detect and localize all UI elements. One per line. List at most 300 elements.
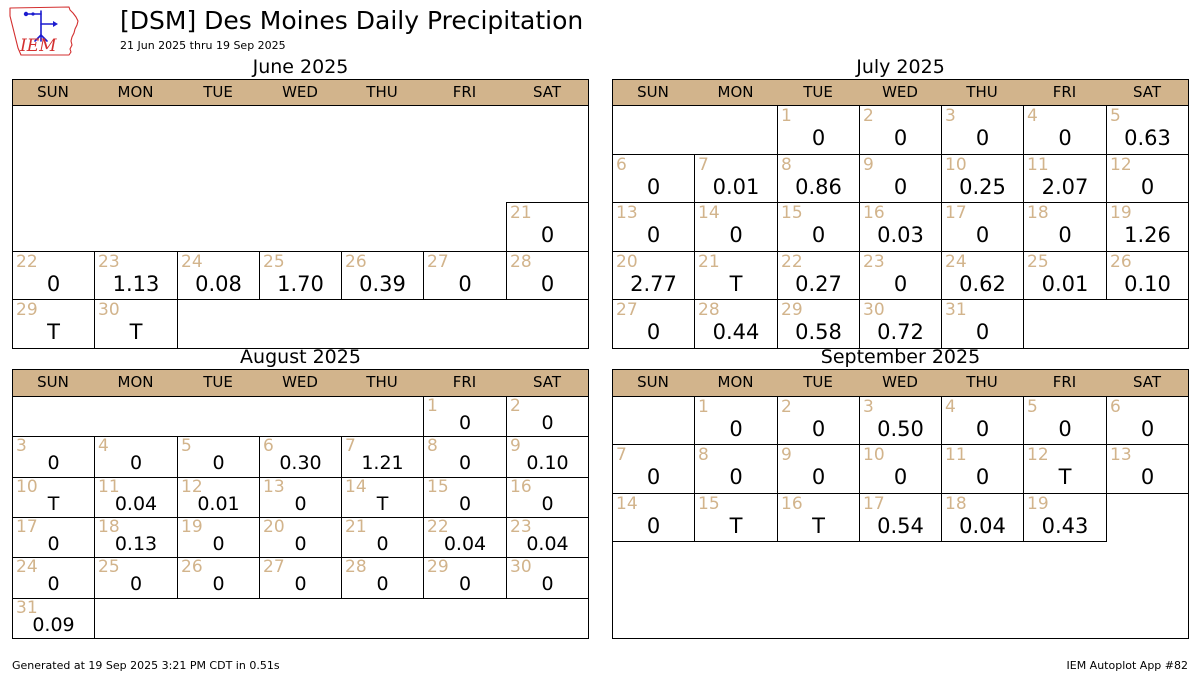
- day-number: 17: [16, 517, 38, 537]
- precip-value: T: [47, 493, 60, 515]
- day-cell: [777, 493, 860, 542]
- day-number: 6: [1110, 397, 1121, 417]
- day-cell: [259, 436, 342, 478]
- calendar-grid: [12, 105, 589, 349]
- day-cell: [341, 251, 424, 300]
- day-number: 13: [263, 477, 285, 497]
- precip-value: 0.43: [1041, 514, 1089, 538]
- precip-value: 2.77: [630, 272, 677, 296]
- day-number: 24: [16, 557, 38, 577]
- weekday-label: WED: [882, 83, 918, 101]
- precip-value: 0: [376, 533, 389, 555]
- day-cell: [859, 396, 942, 445]
- day-cell: [259, 517, 342, 558]
- precip-value: 0.01: [712, 175, 760, 199]
- day-number: 2: [863, 106, 874, 126]
- day-cell: [423, 436, 507, 478]
- precip-value: 0.01: [1041, 272, 1089, 296]
- weekday-label: SAT: [1132, 373, 1162, 391]
- day-number: 4: [1027, 106, 1038, 126]
- day-number: 30: [510, 557, 532, 577]
- day-number: 7: [616, 445, 627, 465]
- precip-value: 0: [129, 452, 143, 474]
- precip-value: 0.27: [795, 272, 842, 296]
- weekday-header-row: [612, 79, 1189, 106]
- day-cell: [177, 251, 260, 300]
- precip-value: 0.54: [877, 514, 924, 538]
- day-number: 24: [945, 252, 967, 272]
- precip-value: 0: [541, 412, 554, 434]
- precip-value: 0.39: [359, 272, 406, 296]
- day-number: 31: [945, 300, 967, 320]
- weekday-label: SUN: [37, 83, 69, 101]
- day-cell: [941, 299, 1024, 349]
- day-cell: [1023, 105, 1107, 155]
- precip-value: 0: [975, 126, 990, 150]
- day-number: 28: [510, 252, 532, 272]
- day-cell: [612, 251, 695, 300]
- day-cell: [423, 557, 507, 599]
- precip-value: 0.04: [526, 533, 569, 555]
- calendar-title: August 2025: [240, 346, 361, 368]
- day-number: 21: [698, 252, 720, 272]
- weekday-label: MON: [117, 83, 154, 101]
- day-number: 13: [616, 203, 638, 223]
- precip-value: 0: [646, 175, 661, 199]
- day-cell: [941, 493, 1024, 542]
- weekday-label: TUE: [803, 373, 833, 391]
- precip-value: 0.10: [526, 452, 569, 474]
- day-number: 25: [1027, 252, 1049, 272]
- day-cell: [694, 251, 778, 300]
- day-number: 5: [181, 436, 192, 456]
- day-number: 18: [98, 517, 120, 537]
- precip-value: 0.58: [795, 320, 842, 344]
- precip-value: 0.25: [959, 175, 1006, 199]
- weekday-label: MON: [717, 83, 754, 101]
- day-number: 12: [1027, 445, 1049, 465]
- weekday-label: FRI: [1052, 83, 1077, 101]
- day-number: 3: [863, 397, 874, 417]
- day-number: 26: [1110, 252, 1132, 272]
- day-number: 6: [263, 436, 274, 456]
- day-number: 23: [863, 252, 885, 272]
- precip-value: 0.09: [32, 614, 75, 636]
- date-range-subtitle: 21 Jun 2025 thru 19 Sep 2025: [120, 39, 286, 52]
- precip-value: 0: [47, 452, 60, 474]
- precip-value: 0: [811, 126, 826, 150]
- day-number: 18: [945, 494, 967, 514]
- precip-value: 0: [458, 573, 472, 595]
- app-credit: IEM Autoplot App #82: [1066, 659, 1188, 672]
- day-cell: [506, 202, 589, 252]
- precip-value: 1.70: [277, 272, 324, 296]
- day-cell: [1023, 444, 1107, 494]
- day-number: 17: [945, 203, 967, 223]
- day-cell: [259, 557, 342, 599]
- day-number: 16: [863, 203, 885, 223]
- calendar-title: September 2025: [820, 346, 981, 368]
- precip-value: 0: [811, 223, 826, 247]
- precip-value: 0.01: [197, 493, 240, 515]
- precip-value: 0: [646, 514, 661, 538]
- weekday-label: SAT: [532, 83, 562, 101]
- day-cell: [177, 557, 260, 599]
- day-number: 19: [1110, 203, 1132, 223]
- day-cell: [423, 517, 507, 558]
- day-number: 19: [181, 517, 203, 537]
- weekday-label: TUE: [203, 373, 233, 391]
- day-cell: [94, 436, 178, 478]
- precip-value: T: [47, 320, 60, 344]
- day-cell: [177, 477, 260, 518]
- day-number: 4: [98, 436, 109, 456]
- day-cell: [177, 436, 260, 478]
- day-number: 8: [781, 155, 792, 175]
- month-calendar-september: [612, 346, 1189, 639]
- day-cell: [941, 202, 1024, 252]
- day-number: 20: [263, 517, 285, 537]
- day-number: 10: [863, 445, 885, 465]
- day-cell: [12, 477, 95, 518]
- day-cell: [1106, 154, 1189, 203]
- day-number: 1: [698, 397, 709, 417]
- day-number: 17: [863, 494, 885, 514]
- precip-value: 0: [294, 493, 307, 515]
- precip-value: 0.04: [959, 514, 1006, 538]
- precip-value: 0: [541, 573, 554, 595]
- day-cell: [177, 517, 260, 558]
- precip-value: 0: [1140, 465, 1155, 489]
- day-cell: [1023, 154, 1107, 203]
- day-cell: [694, 444, 778, 494]
- precip-value: 0: [646, 223, 661, 247]
- day-cell: [859, 299, 942, 349]
- weekday-label: TUE: [203, 83, 233, 101]
- day-cell: [259, 477, 342, 518]
- precip-value: 0: [212, 533, 225, 555]
- day-cell: [941, 251, 1024, 300]
- day-cell: [694, 154, 778, 203]
- weekday-label: WED: [282, 373, 318, 391]
- day-cell: [859, 202, 942, 252]
- day-cell: [506, 396, 589, 437]
- precip-value: 0: [212, 452, 225, 474]
- day-number: 29: [781, 300, 803, 320]
- precip-value: 0.08: [195, 272, 242, 296]
- day-number: 21: [345, 517, 367, 537]
- precip-value: 0: [646, 465, 661, 489]
- day-number: 27: [427, 252, 449, 272]
- page-title: [DSM] Des Moines Daily Precipitation: [120, 6, 584, 35]
- precip-value: 0.04: [443, 533, 487, 555]
- weekday-header-row: [12, 369, 589, 397]
- day-number: 14: [345, 477, 367, 497]
- precip-value: 0: [540, 272, 555, 296]
- day-number: 7: [698, 155, 709, 175]
- precip-value: 0: [975, 320, 990, 344]
- precip-value: 0: [47, 573, 60, 595]
- calendar-grid: [612, 105, 1189, 349]
- day-cell: [506, 557, 589, 599]
- day-number: 2: [781, 397, 792, 417]
- day-cell: [12, 299, 95, 349]
- iem-logo: [7, 4, 79, 58]
- day-number: 22: [427, 517, 449, 537]
- weekday-label: SAT: [532, 373, 562, 391]
- day-number: 29: [427, 557, 449, 577]
- precip-value: T: [1058, 465, 1072, 489]
- day-number: 11: [1027, 155, 1049, 175]
- precip-value: 0: [1058, 126, 1072, 150]
- day-number: 5: [1110, 106, 1121, 126]
- day-cell: [94, 299, 178, 349]
- precip-value: 0: [893, 126, 908, 150]
- day-cell: [612, 202, 695, 252]
- precip-value: 0: [893, 465, 908, 489]
- day-number: 6: [616, 155, 627, 175]
- day-number: 20: [616, 252, 638, 272]
- day-cell: [94, 477, 178, 518]
- weekday-label: TUE: [803, 83, 833, 101]
- day-cell: [612, 493, 695, 542]
- precip-value: 0: [376, 573, 389, 595]
- day-cell: [1106, 202, 1189, 252]
- precip-value: 1.26: [1124, 223, 1171, 247]
- day-number: 4: [945, 397, 956, 417]
- day-number: 11: [98, 477, 120, 497]
- precip-value: 0.30: [279, 452, 322, 474]
- weekday-label: MON: [717, 373, 754, 391]
- day-number: 10: [945, 155, 967, 175]
- weekday-label: SUN: [637, 373, 669, 391]
- day-number: 14: [616, 494, 638, 514]
- day-number: 9: [781, 445, 792, 465]
- calendar-grid: [612, 396, 1189, 639]
- day-number: 12: [1110, 155, 1132, 175]
- day-cell: [1106, 444, 1189, 494]
- day-cell: [1106, 396, 1189, 445]
- precip-value: 0.72: [877, 320, 924, 344]
- precip-value: 1.21: [361, 452, 404, 474]
- day-cell: [694, 493, 778, 542]
- precip-value: T: [812, 514, 825, 538]
- weekday-label: FRI: [452, 373, 477, 391]
- day-cell: [1023, 493, 1107, 542]
- weekday-label: FRI: [452, 83, 477, 101]
- precip-value: 0: [1140, 175, 1155, 199]
- day-number: 9: [510, 436, 521, 456]
- precip-value: 0.63: [1124, 126, 1171, 150]
- day-cell: [612, 299, 695, 349]
- day-cell: [423, 251, 507, 300]
- weekday-label: SUN: [37, 373, 69, 391]
- day-cell: [941, 105, 1024, 155]
- weekday-label: THU: [366, 83, 398, 101]
- precip-value: 0.04: [114, 493, 158, 515]
- precip-value: 0.03: [877, 223, 924, 247]
- day-cell: [859, 105, 942, 155]
- day-number: 19: [1027, 494, 1049, 514]
- day-cell: [777, 251, 860, 300]
- precip-value: 0: [811, 465, 826, 489]
- calendar-grid: [12, 396, 589, 639]
- day-number: 22: [781, 252, 803, 272]
- precip-value: 0: [541, 493, 554, 515]
- precip-value: 0: [129, 573, 143, 595]
- day-number: 28: [698, 300, 720, 320]
- day-cell: [1023, 202, 1107, 252]
- day-cell: [612, 154, 695, 203]
- day-cell: [341, 436, 424, 478]
- day-number: 8: [698, 445, 709, 465]
- day-number: 12: [181, 477, 203, 497]
- day-cell: [506, 436, 589, 478]
- day-number: 3: [945, 106, 956, 126]
- precip-value: 0: [294, 533, 307, 555]
- day-number: 14: [698, 203, 720, 223]
- day-number: 15: [698, 494, 720, 514]
- day-cell: [506, 517, 589, 558]
- day-cell: [1106, 105, 1189, 155]
- precip-value: 0: [893, 175, 908, 199]
- precip-value: 0: [458, 452, 472, 474]
- day-cell: [12, 517, 95, 558]
- day-cell: [941, 396, 1024, 445]
- precip-value: 0: [893, 272, 908, 296]
- day-cell: [777, 154, 860, 203]
- precip-value: 0: [1058, 223, 1072, 247]
- weekday-label: THU: [966, 83, 998, 101]
- precip-value: 0: [212, 573, 225, 595]
- precip-value: 0: [458, 412, 472, 434]
- day-number: 2: [510, 396, 521, 416]
- day-cell: [694, 202, 778, 252]
- day-cell: [94, 557, 178, 599]
- precip-value: 0.86: [795, 175, 842, 199]
- calendar-title: July 2025: [856, 56, 945, 78]
- day-cell: [341, 557, 424, 599]
- day-number: 27: [263, 557, 285, 577]
- day-cell: [341, 477, 424, 518]
- day-cell: [777, 299, 860, 349]
- day-number: 16: [510, 477, 532, 497]
- precip-value: 1.13: [112, 272, 160, 296]
- weekday-label: SUN: [637, 83, 669, 101]
- weekday-label: SAT: [1132, 83, 1162, 101]
- day-number: 30: [98, 300, 120, 320]
- day-number: 5: [1027, 397, 1038, 417]
- day-number: 22: [16, 252, 38, 272]
- day-cell: [777, 444, 860, 494]
- day-number: 7: [345, 436, 356, 456]
- precip-value: 0: [47, 533, 60, 555]
- weekday-label: FRI: [1052, 373, 1077, 391]
- precip-value: 0: [975, 417, 990, 441]
- day-cell: [12, 436, 95, 478]
- day-cell: [12, 557, 95, 599]
- logo-text: IEM: [20, 36, 57, 56]
- weekday-label: THU: [366, 373, 398, 391]
- day-number: 1: [427, 396, 438, 416]
- month-calendar-june: [12, 56, 589, 349]
- weekday-label: WED: [282, 83, 318, 101]
- day-number: 28: [345, 557, 367, 577]
- day-number: 18: [1027, 203, 1049, 223]
- precip-value: 0: [46, 272, 61, 296]
- day-cell: [12, 598, 95, 639]
- day-cell: [694, 299, 778, 349]
- precip-value: 0.50: [877, 417, 924, 441]
- day-number: 30: [863, 300, 885, 320]
- precip-value: T: [376, 493, 389, 515]
- day-number: 8: [427, 436, 438, 456]
- day-number: 23: [98, 252, 120, 272]
- day-cell: [1023, 396, 1107, 445]
- day-cell: [259, 251, 342, 300]
- precip-value: 0: [540, 223, 555, 247]
- precip-value: T: [729, 272, 743, 296]
- weekday-label: WED: [882, 373, 918, 391]
- precip-value: 0: [975, 465, 990, 489]
- precip-value: 0.13: [114, 533, 158, 555]
- day-cell: [859, 493, 942, 542]
- day-cell: [1023, 251, 1107, 300]
- day-number: 24: [181, 252, 203, 272]
- precip-value: 0.10: [1124, 272, 1171, 296]
- precip-value: 2.07: [1041, 175, 1089, 199]
- day-cell: [777, 396, 860, 445]
- precip-value: T: [729, 514, 743, 538]
- precip-value: 0: [646, 320, 661, 344]
- day-cell: [859, 251, 942, 300]
- precip-value: T: [129, 320, 143, 344]
- day-number: 15: [427, 477, 449, 497]
- precip-value: 0: [1140, 417, 1155, 441]
- precip-value: 0.44: [712, 320, 760, 344]
- day-number: 31: [16, 598, 38, 618]
- day-number: 26: [181, 557, 203, 577]
- day-cell: [777, 105, 860, 155]
- day-number: 27: [616, 300, 638, 320]
- day-number: 23: [510, 517, 532, 537]
- day-cell: [777, 202, 860, 252]
- day-number: 13: [1110, 445, 1132, 465]
- day-number: 10: [16, 477, 38, 497]
- precip-value: 0: [294, 573, 307, 595]
- precip-value: 0: [729, 465, 743, 489]
- weekday-header-row: [612, 369, 1189, 397]
- day-number: 21: [510, 203, 532, 223]
- day-cell: [1106, 251, 1189, 300]
- month-calendar-august: [12, 346, 589, 639]
- weekday-label: MON: [117, 373, 154, 391]
- day-cell: [694, 396, 778, 445]
- day-cell: [941, 154, 1024, 203]
- precip-value: 0: [729, 417, 743, 441]
- precip-value: 0: [458, 493, 472, 515]
- day-cell: [612, 444, 695, 494]
- precip-value: 0.62: [959, 272, 1006, 296]
- day-cell: [506, 251, 589, 300]
- day-number: 9: [863, 155, 874, 175]
- precip-value: 0: [458, 272, 472, 296]
- day-cell: [94, 517, 178, 558]
- day-number: 25: [263, 252, 285, 272]
- calendar-title: June 2025: [252, 56, 349, 78]
- day-cell: [341, 517, 424, 558]
- day-cell: [423, 396, 507, 437]
